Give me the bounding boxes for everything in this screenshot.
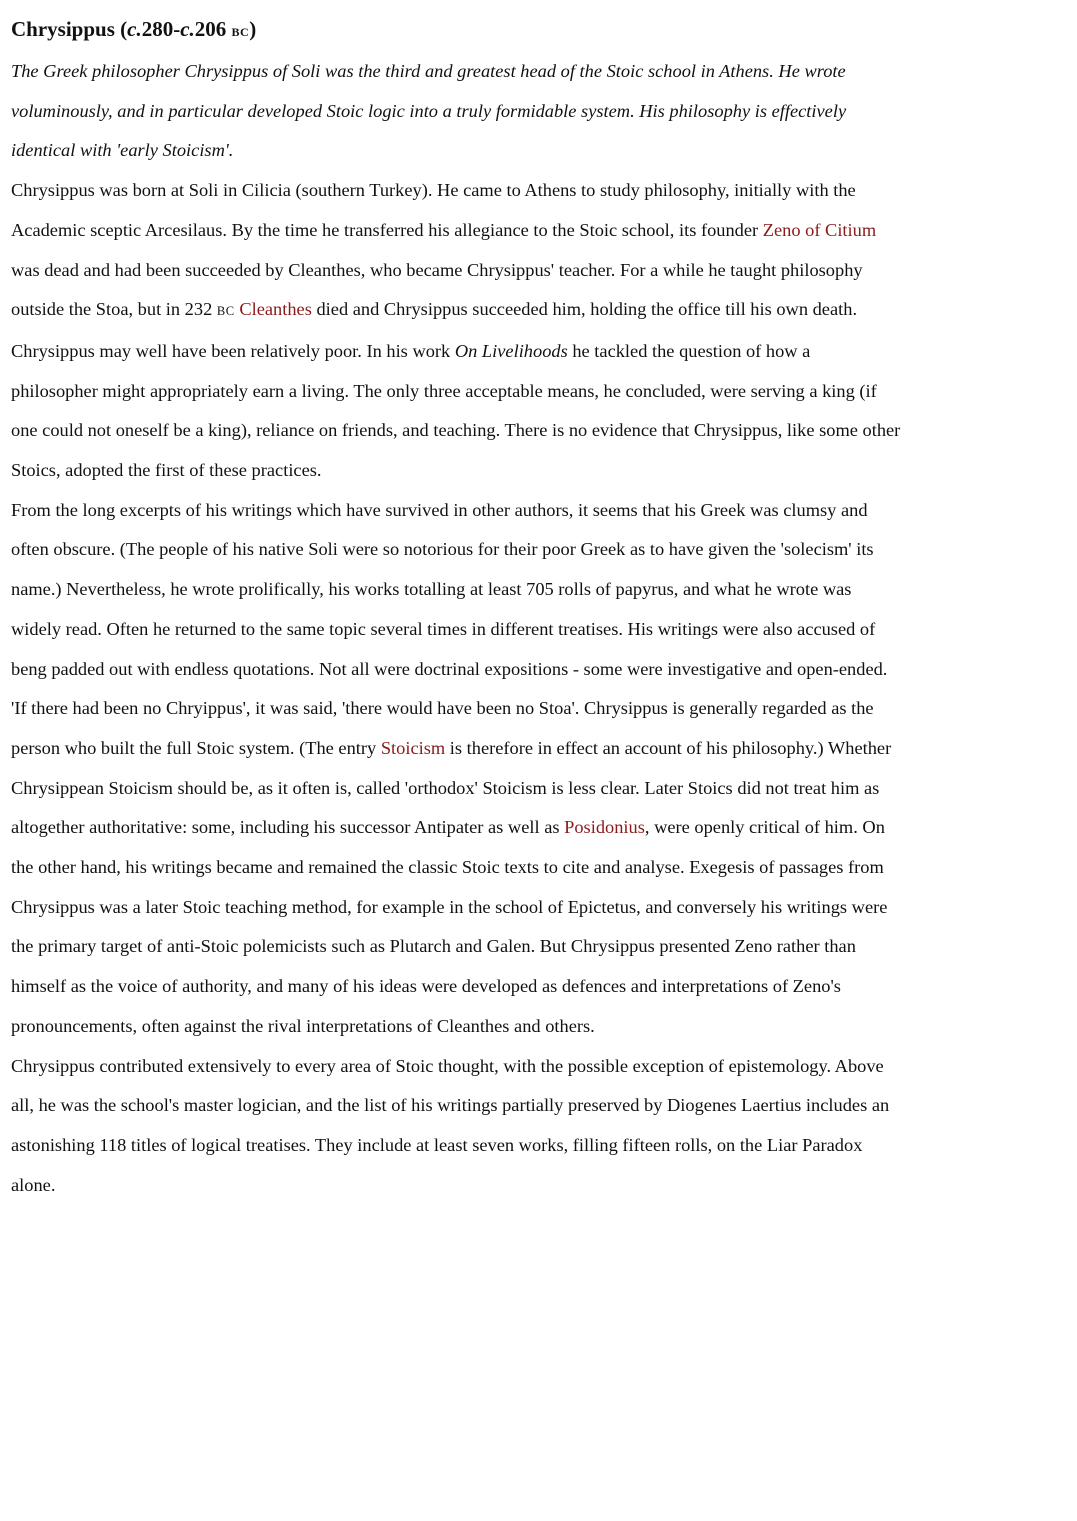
- link-stoicism[interactable]: Stoicism: [380, 737, 446, 758]
- title-death-year: 206: [194, 17, 232, 41]
- link-cleanthes[interactable]: Cleanthes: [239, 299, 312, 320]
- text-segment: died and Chrysippus succeeded him, holding the office till his own death.: [311, 299, 858, 320]
- text-segment: is therefore in effect an account of his philosophy.) Whether Chrysippean Stoicism should be, as it often is, called 'orthodox' Stoicism is less clear. Later Stoics did not treat him as altogether authoritative: some, including his successor Antipater as well as: [11, 737, 892, 838]
- paragraph-writings: From the long excerpts of his writings which have survived in other authors, it seems that his Greek was clumsy and often obscure. (The people of his native Soli were so notorious for their poor Greek as to have given the 'solecism' its name.) Nevertheless, he wrote prolifically, his works totalling at least 705 rolls of papyrus, and what he wrote was widely read. Often he returned to the same topic several times in different treatises. His writings were also accused of beng padded out with endless quotations. Not all were doctrinal expositions - some were investigative and open-ended.: [11, 499, 888, 679]
- page-title: [11, 13, 901, 48]
- title-birth-year: 280-: [141, 17, 181, 41]
- text-segment: 'If there had been no Chryippus', it was said, 'there would have been no Stoa'. Chrysippus is generally regarded as the person who built the full Stoic system. (The entry: [11, 698, 874, 758]
- title-circa-2: c.: [180, 17, 195, 41]
- title-close: ): [249, 17, 257, 41]
- paragraph-biography: [11, 171, 901, 332]
- text-segment: Chrysippus was born at Soli in Cilicia (southern Turkey). He came to Athens to study philosophy, initially with the Academic sceptic Arcesilaus. By the time he transferred his allegiance to the Stoic school, its founder: [11, 180, 856, 240]
- title-name: Chrysippus (: [11, 17, 128, 41]
- intro-paragraph: The Greek philosopher Chrysippus of Soli was the third and greatest head of the Stoic school in Athens. He wrote voluminously, and in particular developed Stoic logic into a truly formidable system. His philosophy is effectively identical with 'early Stoicism'.: [11, 61, 847, 161]
- text-segment: he tackled the question of how a philosopher might appropriately earn a living. The only three acceptable means, he concluded, were serving a king (if one could not oneself be a king), reliance on friends, and teaching. There is no evidence that Chrysippus, like some other Stoics, adopted the first of these practices.: [11, 340, 901, 481]
- link-posidonius[interactable]: Posidonius: [564, 817, 645, 838]
- paragraph-livelihood: [11, 332, 901, 491]
- link-zeno-of-citium[interactable]: Zeno of Citium: [762, 219, 877, 240]
- paragraph-logic: Chrysippus contributed extensively to every area of Stoic thought, with the possible exception of epistemology. Above all, he was the school's master logician, and the list of his writings partially preserved by Diogenes Laertius includes an astonishing 118 titles of logical treatises. They include at least seven works, filling fifteen rolls, on the Liar Paradox alone.: [11, 1055, 890, 1195]
- text-segment: Chrysippus may well have been relatively poor. In his work: [11, 340, 455, 361]
- work-title: On Livelihoods: [454, 340, 568, 361]
- text-segment: was dead and had been succeeded by Cleanthes, who became Chrysippus' teacher. For a while he taught philosophy outside the Stoa, but in 232: [11, 259, 863, 320]
- title-era: BC: [231, 25, 250, 39]
- paragraph-legacy: [11, 689, 901, 1046]
- title-circa-1: c.: [127, 17, 142, 41]
- text-segment: , were openly critical of him. On the other hand, his writings became and remained the classic Stoic texts to cite and analyse. Exegesis of passages from Chrysippus was a later Stoic teaching method, for example in the school of Epictetus, and conversely his writings were the primary target of anti-Stoic polemicists such as Plutarch and Galen. But Chrysippus presented Zeno rather than himself as the voice of authority, and many of his ideas were developed as defences and interpretations of Zeno's pronouncements, often against the rival interpretations of Cleanthes and others.: [11, 817, 888, 1036]
- era-label: BC: [216, 304, 235, 319]
